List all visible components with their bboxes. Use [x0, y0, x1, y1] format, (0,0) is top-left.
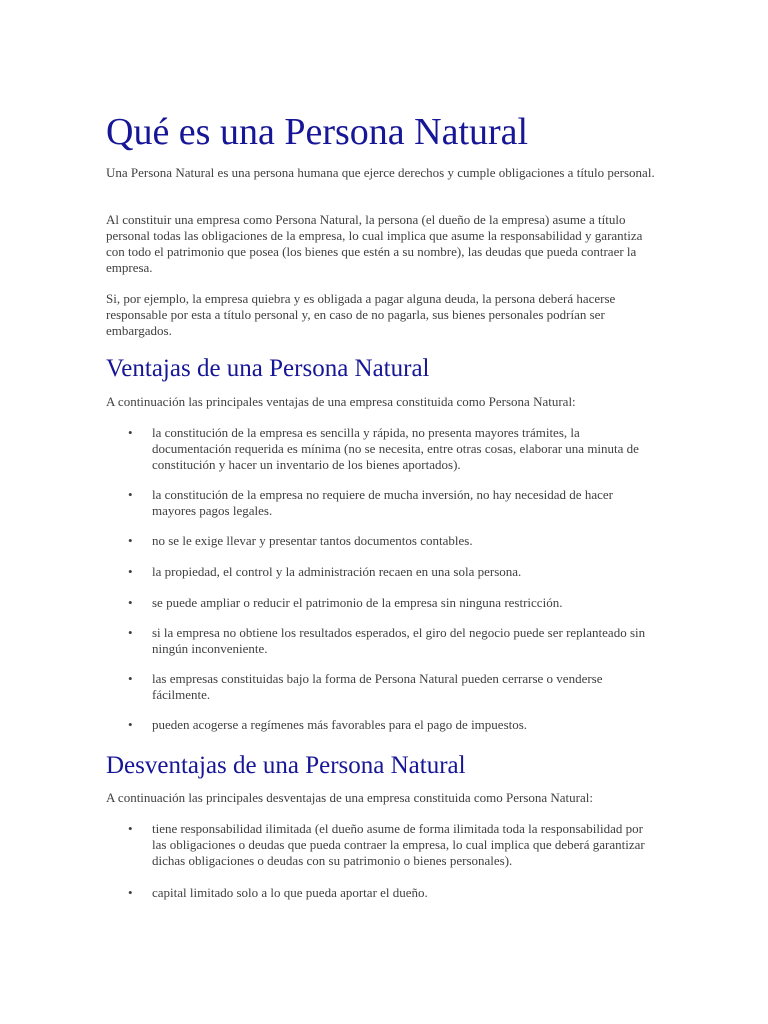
list-item-text: se puede ampliar o reducir el patrimonio de la empresa sin ninguna restricción.: [152, 595, 563, 610]
bullet-marker: •: [128, 885, 133, 900]
intro-paragraph-3: Si, por ejemplo, la empresa quiebra y es obligada a pagar alguna deuda, la persona deberá hacerse responsable por esta a título personal y, en caso de no pagarla, sus bienes personales podrían ser embargados.: [106, 291, 616, 338]
intro-paragraph-1: Una Persona Natural es una persona humana que ejerce derechos y cumple obligaciones a título personal.: [106, 165, 655, 180]
bullet-marker: •: [128, 425, 133, 440]
desventajas-heading: Desventajas de una Persona Natural: [106, 752, 466, 779]
bullet-marker: •: [128, 564, 133, 579]
ventajas-lead: A continuación las principales ventajas de una empresa constituida como Persona Natural:: [106, 394, 576, 409]
bullet-marker: •: [128, 821, 133, 836]
bullet-marker: •: [128, 671, 133, 686]
bullet-marker: •: [128, 533, 133, 548]
list-item-text: pueden acogerse a regímenes más favorables para el pago de impuestos.: [152, 717, 528, 732]
list-item-text: tiene responsabilidad ilimitada (el dueño asume de forma ilimitada toda la responsabilidad por las obligaciones o deudas que pueda contraer la empresa, lo cual implica que deberá garantizar dichas obligaciones o deudas con su patrimonio o bienes personales).: [152, 821, 645, 868]
bullet-marker: •: [128, 717, 133, 732]
list-item-text: las empresas constituidas bajo la forma de Persona Natural pueden cerrarse o venderse fácilmente.: [152, 671, 603, 702]
intro-paragraph-2: Al constituir una empresa como Persona Natural, la persona (el dueño de la empresa) asume a título personal todas las obligaciones de la empresa, lo cual implica que asume la responsabilidad y garantiza con todo el patrimonio que posea (los bienes que estén a su nombre), las deudas que pueda contraer la empresa.: [106, 212, 643, 275]
page-title: Qué es una Persona Natural: [106, 111, 529, 153]
desventajas-lead: A continuación las principales desventajas de una empresa constituida como Persona Natural:: [106, 790, 593, 805]
bullet-marker: •: [128, 487, 133, 502]
list-item-text: no se le exige llevar y presentar tantos documentos contables.: [152, 533, 473, 548]
bullet-marker: •: [128, 595, 133, 610]
ventajas-heading: Ventajas de una Persona Natural: [106, 355, 430, 382]
list-item-text: la constitución de la empresa es sencilla y rápida, no presenta mayores trámites, la documentación requerida es mínima (no se necesita, entre otras cosas, elaborar una minuta de constitución y hacer un inventario de los bienes aportados).: [152, 425, 639, 472]
bullet-marker: •: [128, 625, 133, 640]
list-item-text: capital limitado solo a lo que pueda aportar el dueño.: [152, 885, 428, 900]
list-item-text: la constitución de la empresa no requiere de mucha inversión, no hay necesidad de hacer mayores pagos legales.: [152, 487, 613, 518]
list-item-text: si la empresa no obtiene los resultados esperados, el giro del negocio puede ser replanteado sin ningún inconveniente.: [152, 625, 646, 656]
list-item-text: la propiedad, el control y la administración recaen en una sola persona.: [152, 564, 522, 579]
